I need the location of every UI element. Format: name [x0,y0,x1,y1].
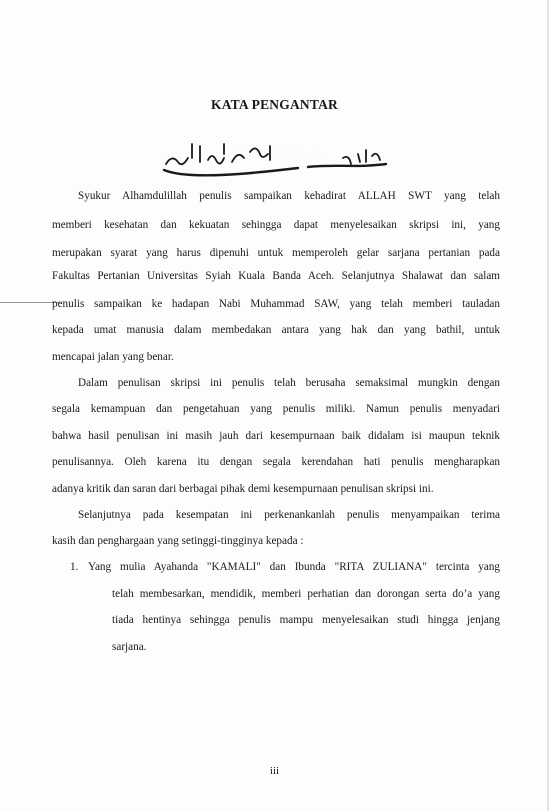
basmalah-calligraphy [158,140,392,184]
page-title: KATA PENGANTAR [211,97,338,112]
paragraph-2-line-1: Dalam penulisan skripsi ini penulis telah berusaha semaksimal mungkin dengan [78,377,500,389]
paragraph-3-line-1: Selanjutnya pada kesempatan ini perkenankanlah penulis menyampaikan terima [78,509,500,521]
paragraph-1-line-1: Syukur Alhamdulillah penulis sampaikan kehadirat ALLAH SWT yang telah [78,190,500,202]
paragraph-2-line-2: segala kemampuan dan pengetahuan yang penulis miliki. Namun penulis menyadari [52,403,500,415]
list-item-number: 1. [70,561,79,573]
paragraph-2-line-4: penulisannya. Oleh karena itu dengan segala kerendahan hati penulis mengharapkan [52,456,500,468]
paragraph-2-line-3: bahwa hasil penulisan ini masih jauh dari kesempurnaan baik didalam isi maupun teknik [52,430,500,442]
paragraph-3-line-2: kasih dan penghargaan yang setinggi-tingginya kepada : [52,535,304,547]
paragraph-1-line-7: mencapai jalan yang benar. [52,351,174,363]
paragraph-2-line-5: adanya kritik dan saran dari berbagai pihak demi kesempurnaan penulisan skripsi ini. [52,483,434,495]
paragraph-1-line-5: penulis sampaikan ke hadapan Nabi Muhammad SAW, yang telah memberi tauladan [52,298,500,310]
paragraph-1-line-6: kepada umat manusia dalam membedakan antara yang hak dan yang bathil, untuk [52,324,500,336]
list-item-1-line-2: telah membesarkan, mendidik, memberi perhatian dan dorongan serta do’a yang [112,588,500,600]
margin-mark [0,302,60,303]
basmalah-text [221,145,322,161]
list-item-1-line-4: sarjana. [112,641,147,653]
paragraph-1-line-4: Fakultas Pertanian Universitas Syiah Kuala Banda Aceh. Selanjutnya Shalawat dan salam [52,270,500,282]
paragraph-1-line-2: memberi kesehatan dan kekuatan sehingga dapat menyelesaikan skripsi ini, yang [52,219,500,231]
page-number: iii [269,765,280,777]
paragraph-1-line-3: merupakan syarat yang harus dipenuhi untuk memperoleh gelar sarjana pertanian pada [52,247,500,259]
list-item-1-line-1: Yang mulia Ayahanda "KAMALI" dan Ibunda "RITA ZULIANA" tercinta yang [88,561,500,573]
list-item-1-line-3: tiada hentinya sehingga penulis mampu menyelesaikan studi hingga jenjang [112,614,500,626]
